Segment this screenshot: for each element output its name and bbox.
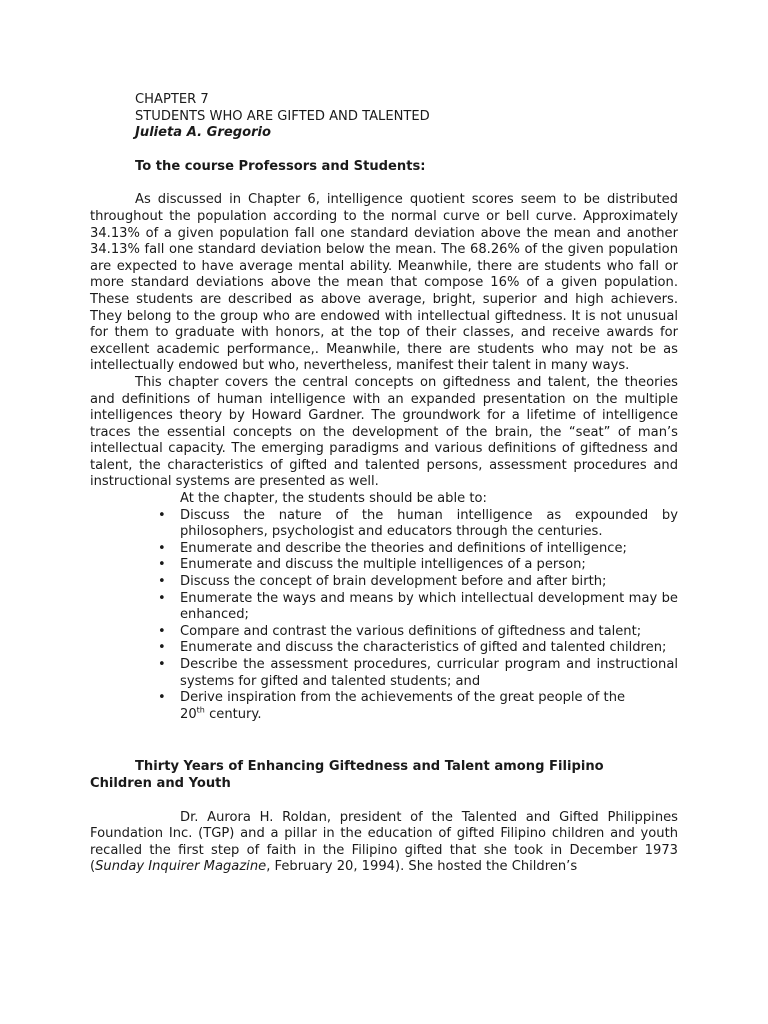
intro-paragraph-1: As discussed in Chapter 6, intelligence quotient scores seem to be distributed throughout the population according to the normal curve or bell curve. Approximately 34.13% of a given population fall one standard deviation above the mean and another 34.13% fall one standard deviation below the mean. The 68.26% of the given population are expected to have average mental ability. Meanwhile, there are students who fall or more standard deviations above the mean that compose 16% of a given population. These students are described as above average, bright, superior and high achievers. They belong to the group who are endowed with intellectual giftedness. It is not unusual for them to graduate with honors, at the top of their classes, and receive awards for excellent academic performance,. Meanwhile, there are students who may not be as intellectually endowed but who, nevertheless, manifest their talent in many ways. bbox=[90, 192, 678, 374]
document-page bbox=[90, 92, 678, 876]
bullet-icon: • bbox=[158, 690, 166, 706]
bullet-icon: • bbox=[158, 623, 166, 639]
bullet-icon: • bbox=[158, 540, 166, 556]
spacer bbox=[90, 175, 678, 192]
list-item: • Discuss the concept of brain development before and after birth; bbox=[158, 574, 607, 590]
list-item: • Enumerate and discuss the characteristics of gifted and talented children; bbox=[158, 640, 667, 656]
list-item: • Compare and contrast the various definitions of giftedness and talent; bbox=[158, 623, 642, 639]
bullet-icon: • bbox=[158, 590, 166, 606]
section-paragraph: Dr. Aurora H. Roldan, president of the Talented and Gifted Philippines Foundation Inc. (TGP) and a pillar in the education of gifted Filipino children and youth recalled the first step of faith in the Filipino gifted that she took in December 1973 (Sunday Inquirer Magazine, February 20, 1994). She hosted the Children’s bbox=[90, 809, 678, 875]
chapter-number: CHAPTER 7 bbox=[135, 92, 209, 107]
bullet-icon: • bbox=[158, 657, 166, 672]
author-name: Julieta A. Gregorio bbox=[135, 125, 272, 141]
list-item: • Enumerate the ways and means by which intellectual development may be enhanced; bbox=[158, 590, 678, 623]
list-item: • Enumerate and describe the theories and definitions of intelligence; bbox=[158, 540, 627, 556]
intro-paragraph-2: This chapter covers the central concepts on giftedness and talent, the theories and definitions of human intelligence with an expanded presentation on the multiple intelligences theory by Howard Gardner. The groundwork for a lifetime of intelligence traces the essential concepts on the development of the brain, the “seat” of man’s intellectual capacity. The emerging paradigms and various definitions of giftedness and talent, the characteristics of gifted and talented persons, assessment procedures and instructional systems are presented as well. bbox=[90, 374, 678, 490]
list-item: • Discuss the nature of the human intelligence as expounded by philosophers, psychologist and educators through the centuries. bbox=[158, 507, 678, 540]
objectives-list bbox=[90, 508, 678, 724]
spacer bbox=[90, 142, 678, 159]
chapter-title: STUDENTS WHO ARE GIFTED AND TALENTED bbox=[135, 108, 430, 124]
section-heading: Thirty Years of Enhancing Giftedness and Talent among Filipino Children and Youth bbox=[90, 759, 604, 791]
bullet-icon: • bbox=[158, 507, 166, 523]
bullet-icon: • bbox=[158, 574, 166, 590]
bullet-icon: • bbox=[158, 557, 166, 573]
list-item: • Derive inspiration from the achievements of the great people of the 20th century. bbox=[158, 690, 626, 722]
list-item: • Describe the assessment procedures, curricular program and instructional systems for gifted and talented students; and bbox=[158, 657, 678, 689]
objectives-lead: At the chapter, the students should be able to: bbox=[180, 491, 487, 507]
list-item: • Enumerate and discuss the multiple intelligences of a person; bbox=[158, 557, 586, 573]
bullet-icon: • bbox=[158, 640, 166, 656]
salutation: To the course Professors and Students: bbox=[135, 158, 426, 174]
spacer bbox=[90, 793, 678, 810]
spacer bbox=[90, 723, 678, 759]
